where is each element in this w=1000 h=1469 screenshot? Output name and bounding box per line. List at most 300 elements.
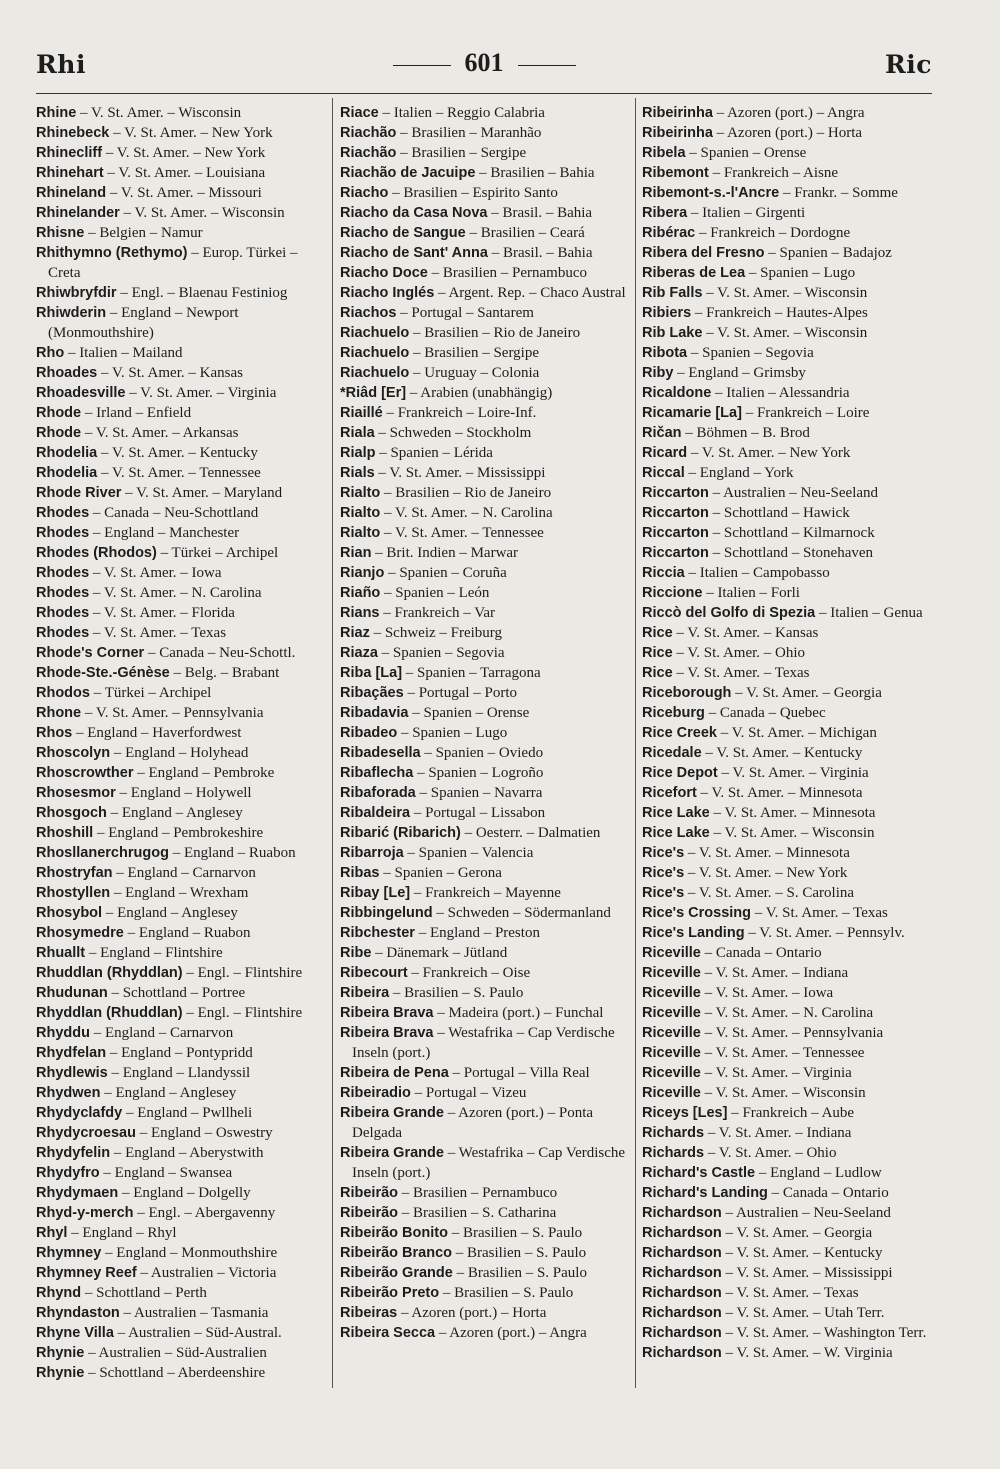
entry-location: – Spanien – Lugo — [397, 725, 508, 741]
entry-location: – Brasilien – Bahia — [475, 165, 595, 181]
gazetteer-entry — [642, 823, 936, 843]
entry-headword: Rhosllanerchrugog — [36, 845, 169, 861]
entry-headword: Riaño — [340, 585, 381, 601]
entry-location: – V. St. Amer. – Iowa — [89, 565, 222, 581]
entry-headword: Riccal — [642, 465, 685, 481]
gazetteer-entry — [340, 343, 630, 363]
gazetteer-entry — [642, 1243, 936, 1263]
entry-headword: Richardson — [642, 1245, 722, 1261]
entry-headword: Richard's Castle — [642, 1165, 756, 1181]
entry-headword: Rho — [36, 345, 65, 361]
gazetteer-entry — [642, 1123, 936, 1143]
gazetteer-entry — [36, 843, 326, 863]
entry-location: – Frankreich – Loire-Inf. — [382, 405, 537, 421]
entry-headword: Rib Falls — [642, 285, 703, 301]
gazetteer-entry — [642, 763, 936, 783]
entry-location: – Türkei – Archipel — [89, 685, 212, 701]
gazetteer-entry — [340, 1063, 630, 1083]
gazetteer-entry — [36, 523, 326, 543]
gazetteer-entry — [642, 943, 936, 963]
entry-headword: Richards — [642, 1125, 705, 1141]
entry-location: – Spanien – Gerona — [379, 865, 502, 881]
gazetteer-entry — [642, 1323, 936, 1343]
entry-headword: Rhoades — [36, 365, 98, 381]
entry-headword: Rhode-Ste.-Génèse — [36, 665, 170, 681]
entry-location: – England – Manchester — [89, 525, 240, 541]
gazetteer-entry — [642, 163, 936, 183]
entry-location: – Brasilien – Pernambuco — [427, 265, 587, 281]
gazetteer-entry — [642, 883, 936, 903]
gazetteer-entry — [36, 363, 326, 383]
entry-headword: Rhinelander — [36, 205, 120, 221]
gazetteer-entry — [36, 163, 326, 183]
gazetteer-entry — [642, 423, 936, 443]
gazetteer-entry — [36, 623, 326, 643]
gazetteer-entry — [642, 503, 936, 523]
gazetteer-entry — [36, 463, 326, 483]
gazetteer-entry — [36, 963, 326, 983]
gazetteer-entry — [36, 563, 326, 583]
gazetteer-entry — [642, 483, 936, 503]
entry-location: – Brasilien – Pernambuco — [398, 1185, 558, 1201]
gazetteer-entry — [36, 1043, 326, 1063]
entry-location: – Brasilien – Maranhão — [396, 125, 542, 141]
entry-location: – England – Pembroke — [133, 765, 275, 781]
entry-headword: Rhosesmor — [36, 785, 116, 801]
entry-location: – Brasilien – Sergipe — [396, 145, 527, 161]
entry-headword: Rhode — [36, 405, 82, 421]
entry-location: – V. St. Amer. – Virginia — [125, 385, 277, 401]
entry-headword: Ribeira Secca — [340, 1325, 436, 1341]
gazetteer-entry — [36, 863, 326, 883]
gazetteer-entry — [340, 423, 630, 443]
gazetteer-entry — [340, 843, 630, 863]
entry-location: – England – Swansea — [99, 1165, 233, 1181]
entry-headword: Rhyne Villa — [36, 1325, 114, 1341]
entry-location: – England – York — [684, 465, 794, 481]
gazetteer-entry — [340, 1023, 630, 1063]
entry-headword: Rice's Crossing — [642, 905, 752, 921]
entry-location: – Belgien – Namur — [84, 225, 203, 241]
entry-location: – England – Pontypridd — [106, 1045, 253, 1061]
entry-headword: Rhodelia — [36, 465, 98, 481]
entry-headword: Rhymney Reef — [36, 1265, 137, 1281]
header-dash-right — [518, 65, 576, 66]
entry-location: – Canada – Neu-Schottl. — [144, 645, 296, 661]
entry-location: – England – Newport (Monmouthshire) — [48, 305, 239, 341]
entry-location: – Spanien – Coruña — [384, 565, 507, 581]
gazetteer-entry — [340, 323, 630, 343]
entry-location: – V. St. Amer. – Missouri — [106, 185, 262, 201]
entry-location: – Spanien – Logroño — [413, 765, 544, 781]
gazetteer-entry — [36, 403, 326, 423]
gazetteer-entry — [36, 1243, 326, 1263]
entry-headword: Ricard — [642, 445, 688, 461]
entry-location: – V. St. Amer. – Texas — [89, 625, 227, 641]
gazetteer-entry — [642, 723, 936, 743]
gazetteer-entry — [36, 543, 326, 563]
entry-location: – England – Dolgelly — [118, 1185, 251, 1201]
gazetteer-entry — [36, 943, 326, 963]
entry-headword: Ribeirão — [340, 1185, 399, 1201]
entry-location: – Schottland – Perth — [81, 1285, 207, 1301]
gazetteer-entry — [340, 223, 630, 243]
entry-headword: Rhodelia — [36, 445, 98, 461]
entry-headword: Riceville — [642, 1045, 701, 1061]
gazetteer-entry — [642, 1343, 936, 1363]
entry-headword: Rhinebeck — [36, 125, 110, 141]
entry-location: – Belg. – Brabant — [169, 665, 280, 681]
gazetteer-entry — [340, 923, 630, 943]
entry-headword: Rice Lake — [642, 825, 710, 841]
entry-location: – V. St. Amer. – Indiana — [700, 965, 849, 981]
gazetteer-entry — [36, 1063, 326, 1083]
gazetteer-entry — [642, 1043, 936, 1063]
entry-headword: Rhynie — [36, 1365, 85, 1381]
gazetteer-entry — [36, 143, 326, 163]
gazetteer-entry — [36, 1283, 326, 1303]
entry-headword: Rhuddlan (Rhyddlan) — [36, 965, 183, 981]
entry-location: – Frankreich – Oise — [407, 965, 531, 981]
entry-location: – Schweden – Stockholm — [374, 425, 532, 441]
entry-location: – Italien – Mailand — [64, 345, 183, 361]
gazetteer-entry — [642, 1183, 936, 1203]
entry-headword: Riceville — [642, 945, 701, 961]
entry-headword: Ribeiradio — [340, 1085, 411, 1101]
entry-headword: Rialto — [340, 525, 381, 541]
entry-headword: Ribérac — [642, 225, 696, 241]
entry-headword: Ricaldone — [642, 385, 712, 401]
entry-location: – V. St. Amer. – W. Virginia — [721, 1345, 893, 1361]
entry-headword: Rhyddlan (Rhuddlan) — [36, 1005, 183, 1021]
gazetteer-entry — [36, 443, 326, 463]
gazetteer-entry — [642, 1163, 936, 1183]
gazetteer-entry — [340, 483, 630, 503]
entry-headword: Riacho Doce — [340, 265, 428, 281]
entry-location: – Brasilien – S. Paulo — [452, 1245, 587, 1261]
entry-location: – England – Aberystwith — [110, 1145, 264, 1161]
entry-location: – V. St. Amer. – Wisconsin — [709, 825, 875, 841]
entry-location: – V. St. Amer. – N. Carolina — [700, 1005, 874, 1021]
gazetteer-entry — [340, 763, 630, 783]
entry-headword: Ricedale — [642, 745, 702, 761]
entry-location: – V. St. Amer. – Kentucky — [721, 1245, 883, 1261]
page-number: 601 — [464, 48, 504, 77]
entry-headword: Riacho da Casa Nova — [340, 205, 488, 221]
gazetteer-entry — [642, 1003, 936, 1023]
gazetteer-entry — [642, 263, 936, 283]
entry-location: – V. St. Amer. – Maryland — [121, 485, 283, 501]
gazetteer-entry — [642, 543, 936, 563]
entry-headword: Rhydyfelin — [36, 1145, 111, 1161]
gazetteer-entry — [340, 1303, 630, 1323]
entry-location: – England – Anglesey — [106, 805, 243, 821]
gazetteer-entry — [642, 923, 936, 943]
gazetteer-entry — [36, 1123, 326, 1143]
entry-headword: Ričan — [642, 425, 682, 441]
entry-location: – Dänemark – Jütland — [371, 945, 508, 961]
entry-headword: Rice Creek — [642, 725, 717, 741]
gazetteer-entry — [642, 583, 936, 603]
gazetteer-entry — [340, 883, 630, 903]
entry-location: – Engl. – Blaenau Festiniog — [116, 285, 288, 301]
gazetteer-entry — [36, 1303, 326, 1323]
entry-location: – Frankreich – Dordogne — [695, 225, 851, 241]
entry-headword: Richardson — [642, 1265, 722, 1281]
gazetteer-entry — [340, 563, 630, 583]
entry-location: – Spanien – Orense — [685, 145, 807, 161]
column-divider-1 — [332, 98, 333, 1388]
entry-location: – Brasilien – Ceará — [465, 225, 585, 241]
entry-headword: Rhode River — [36, 485, 122, 501]
gazetteer-entry — [642, 243, 936, 263]
entry-location: – Brit. Indien – Marwar — [371, 545, 519, 561]
entry-headword: Rice Depot — [642, 765, 718, 781]
entry-location: – Italien – Genua — [815, 605, 923, 621]
header-right-guideword: Ric — [885, 50, 932, 79]
entry-location: – Brasilien – S. Paulo — [447, 1225, 583, 1241]
entry-location: – Portugal – Santarem — [396, 305, 534, 321]
entry-headword: Ribeira Brava — [340, 1025, 434, 1041]
gazetteer-entry — [340, 103, 630, 123]
entry-headword: Rhyd-y-merch — [36, 1205, 134, 1221]
gazetteer-entry — [36, 903, 326, 923]
entry-location: – England – Flintshire — [85, 945, 223, 961]
gazetteer-entry — [36, 743, 326, 763]
entry-location: – V. St. Amer. – Pennsylv. — [744, 925, 905, 941]
entry-headword: Rhydfelan — [36, 1045, 107, 1061]
entry-location: – Portugal – Villa Real — [448, 1065, 590, 1081]
gazetteer-entry — [642, 963, 936, 983]
gazetteer-entry — [642, 443, 936, 463]
entry-location: – Canada – Ontario — [767, 1185, 889, 1201]
entry-location: – Spanien – Segovia — [377, 645, 505, 661]
entry-location: – V. St. Amer. – Kentucky — [97, 445, 258, 461]
gazetteer-entry — [642, 663, 936, 683]
gazetteer-entry — [340, 143, 630, 163]
entry-location: – V. St. Amer. – Pennsylvania — [700, 1025, 884, 1041]
entry-headword: Rhodes — [36, 625, 90, 641]
gazetteer-entry — [642, 1143, 936, 1163]
entry-location: – V. St. Amer. – New York — [687, 445, 851, 461]
entry-headword: Riala — [340, 425, 375, 441]
entry-headword: Rhynd — [36, 1285, 82, 1301]
entry-headword: Rhoadesville — [36, 385, 126, 401]
page-header — [36, 46, 932, 86]
gazetteer-entry — [340, 283, 630, 303]
gazetteer-entry — [642, 383, 936, 403]
gazetteer-entry — [642, 743, 936, 763]
entry-location: – V. St. Amer. – Kansas — [97, 365, 243, 381]
entry-headword: Rhydymaen — [36, 1185, 119, 1201]
gazetteer-entry — [642, 403, 936, 423]
entry-headword: Riacho de Sant' Anna — [340, 245, 488, 261]
gazetteer-entry — [340, 1203, 630, 1223]
gazetteer-entry — [340, 443, 630, 463]
entry-headword: Rialto — [340, 485, 381, 501]
entry-headword: Rhode's Corner — [36, 645, 145, 661]
entry-headword: Riachão — [340, 125, 397, 141]
entry-location: – England – Monmouthshire — [101, 1245, 278, 1261]
entry-headword: Riceville — [642, 1085, 701, 1101]
gazetteer-entry — [36, 1083, 326, 1103]
gazetteer-entry — [340, 463, 630, 483]
entry-headword: Riachos — [340, 305, 397, 321]
entry-location: – Brasilien – S. Paulo — [439, 1285, 574, 1301]
entry-headword: Rhosybol — [36, 905, 103, 921]
entry-headword: Riceville — [642, 965, 701, 981]
entry-headword: Riaz — [340, 625, 370, 641]
entry-location: – V. St. Amer. – Kentucky — [701, 745, 863, 761]
entry-location: – Brasil. – Bahia — [487, 205, 593, 221]
gazetteer-entry — [340, 623, 630, 643]
entry-headword: Rhydyclafdy — [36, 1105, 123, 1121]
entry-location: – Frankreich – Aisne — [708, 165, 838, 181]
gazetteer-entry — [340, 383, 630, 403]
entry-location: – Spanien – Tarragona — [402, 665, 541, 681]
entry-location: – V. St. Amer. – Wisconsin — [702, 325, 868, 341]
entry-location: – Türkei – Archipel — [156, 545, 279, 561]
entry-location: – V. St. Amer. – Indiana — [704, 1125, 852, 1141]
entry-location: – England – Llandyssil — [107, 1065, 251, 1081]
entry-location: – V. St. Amer. – Virginia — [700, 1065, 852, 1081]
entry-location: – V. St. Amer. – Tennessee — [380, 525, 544, 541]
gazetteer-entry — [340, 1243, 630, 1263]
gazetteer-entry — [36, 723, 326, 743]
entry-location: – Schottland – Kilmarnock — [708, 525, 875, 541]
entry-location: – V. St. Amer. – Ohio — [672, 645, 806, 661]
entry-location: – Frankreich – Mayenne — [410, 885, 561, 901]
entry-headword: Riccarton — [642, 505, 709, 521]
gazetteer-entry — [340, 583, 630, 603]
entry-location: – Schottland – Portree — [107, 985, 246, 1001]
entry-headword: Ribarić (Ribarich) — [340, 825, 461, 841]
entry-location: – V. St. Amer. – N. Carolina — [89, 585, 262, 601]
entry-headword: Riaza — [340, 645, 378, 661]
entry-location: – England – Holywell — [115, 785, 252, 801]
entry-headword: Rhuallt — [36, 945, 86, 961]
header-dash-left — [393, 65, 451, 66]
gazetteer-entry — [36, 883, 326, 903]
entry-location: – Australien – Süd-Austral. — [113, 1325, 282, 1341]
gazetteer-entry — [340, 703, 630, 723]
entry-location: – V. St. Amer. – Minnesota — [684, 845, 850, 861]
entry-headword: Richards — [642, 1145, 705, 1161]
entry-headword: Ribay [Le] — [340, 885, 411, 901]
entry-headword: Rhyndaston — [36, 1305, 120, 1321]
gazetteer-entry — [36, 1003, 326, 1023]
gazetteer-entry — [340, 643, 630, 663]
entry-headword: Rhymney — [36, 1245, 102, 1261]
entry-headword: Rhiwbryfdir — [36, 285, 117, 301]
entry-location: – V. St. Amer. – Pennsylvania — [81, 705, 264, 721]
gazetteer-entry — [36, 203, 326, 223]
entry-location: – Frankreich – Aube — [727, 1105, 855, 1121]
gazetteer-entry — [36, 303, 326, 343]
entry-location: – Spanien – Orense — [408, 705, 530, 721]
entry-headword: Rhoscrowther — [36, 765, 134, 781]
entry-location: – Brasilien – Espirito Santo — [388, 185, 558, 201]
entry-headword: Rhynie — [36, 1345, 85, 1361]
gazetteer-entry — [36, 783, 326, 803]
entry-headword: Riachuelo — [340, 365, 410, 381]
entry-headword: Ribeirão — [340, 1205, 399, 1221]
entry-headword: Riceborough — [642, 685, 732, 701]
entry-headword: Rians — [340, 605, 380, 621]
entry-location: – Schottland – Stonehaven — [708, 545, 874, 561]
entry-headword: Ribeirinha — [642, 105, 713, 121]
entry-location: – Spanien – León — [380, 585, 490, 601]
gazetteer-entry — [642, 1083, 936, 1103]
gazetteer-entry — [36, 923, 326, 943]
entry-location: – Spanien – Lérida — [375, 445, 493, 461]
entry-location: – V. St. Amer. – Minnesota — [696, 785, 863, 801]
gazetteer-entry — [36, 283, 326, 303]
entry-location: – Canada – Ontario — [700, 945, 822, 961]
entry-headword: Richardson — [642, 1205, 722, 1221]
entry-headword: Ribemont — [642, 165, 709, 181]
gazetteer-entry — [340, 403, 630, 423]
entry-headword: Rhydwen — [36, 1085, 101, 1101]
entry-headword: Rice's — [642, 865, 685, 881]
entry-headword: Rian — [340, 545, 372, 561]
entry-location: – England – Ruabon — [168, 845, 296, 861]
entry-headword: Rhostryfan — [36, 865, 113, 881]
entry-headword: Ribaçães — [340, 685, 404, 701]
entry-location: – Frankreich – Var — [379, 605, 496, 621]
entry-location: – V. St. Amer. – Louisiana — [103, 165, 266, 181]
entry-headword: Rhos — [36, 725, 73, 741]
gazetteer-entry — [642, 363, 936, 383]
entry-headword: Rhydyfro — [36, 1165, 100, 1181]
entry-headword: Riceville — [642, 1065, 701, 1081]
gazetteer-entry — [340, 943, 630, 963]
entry-headword: Ribemont-s.-l'Ancre — [642, 185, 780, 201]
gazetteer-entry — [340, 723, 630, 743]
entry-location: – V. St. Amer. – New York — [109, 125, 273, 141]
gazetteer-entry — [36, 643, 326, 663]
entry-location: – V. St. Amer. – Virginia — [717, 765, 869, 781]
entry-location: – Brasilien – S. Catharina — [398, 1205, 557, 1221]
entry-location: – Westafrika – Cap Verdische Inseln (port.) — [352, 1025, 615, 1061]
entry-location: – Westafrika – Cap Verdische Inseln (port.) — [352, 1145, 626, 1181]
entry-headword: Ribbingelund — [340, 905, 433, 921]
entry-location: – Frankreich – Loire — [741, 405, 870, 421]
gazetteer-entry — [340, 983, 630, 1003]
entry-location: – England – Grimsby — [673, 365, 806, 381]
entry-headword: Rice — [642, 645, 673, 661]
entry-headword: Riccione — [642, 585, 703, 601]
gazetteer-entry — [36, 703, 326, 723]
gazetteer-entry — [642, 803, 936, 823]
entry-headword: Riba [La] — [340, 665, 403, 681]
gazetteer-entry — [340, 1083, 630, 1103]
entry-headword: Riceville — [642, 985, 701, 1001]
gazetteer-entry — [340, 903, 630, 923]
gazetteer-entry — [642, 523, 936, 543]
entry-headword: Rice's Landing — [642, 925, 745, 941]
gazetteer-entry — [36, 1263, 326, 1283]
gazetteer-entry — [340, 603, 630, 623]
gazetteer-entry — [340, 743, 630, 763]
gazetteer-entry — [642, 783, 936, 803]
entry-headword: Riccarton — [642, 525, 709, 541]
entry-location: – Portugal – Vizeu — [410, 1085, 527, 1101]
entry-location: – Brasilien – Rio de Janeiro — [380, 485, 552, 501]
entry-headword: Ribadesella — [340, 745, 421, 761]
entry-location: – V. St. Amer. – Florida — [89, 605, 235, 621]
entry-location: – Europ. Türkei – Creta — [48, 245, 298, 281]
